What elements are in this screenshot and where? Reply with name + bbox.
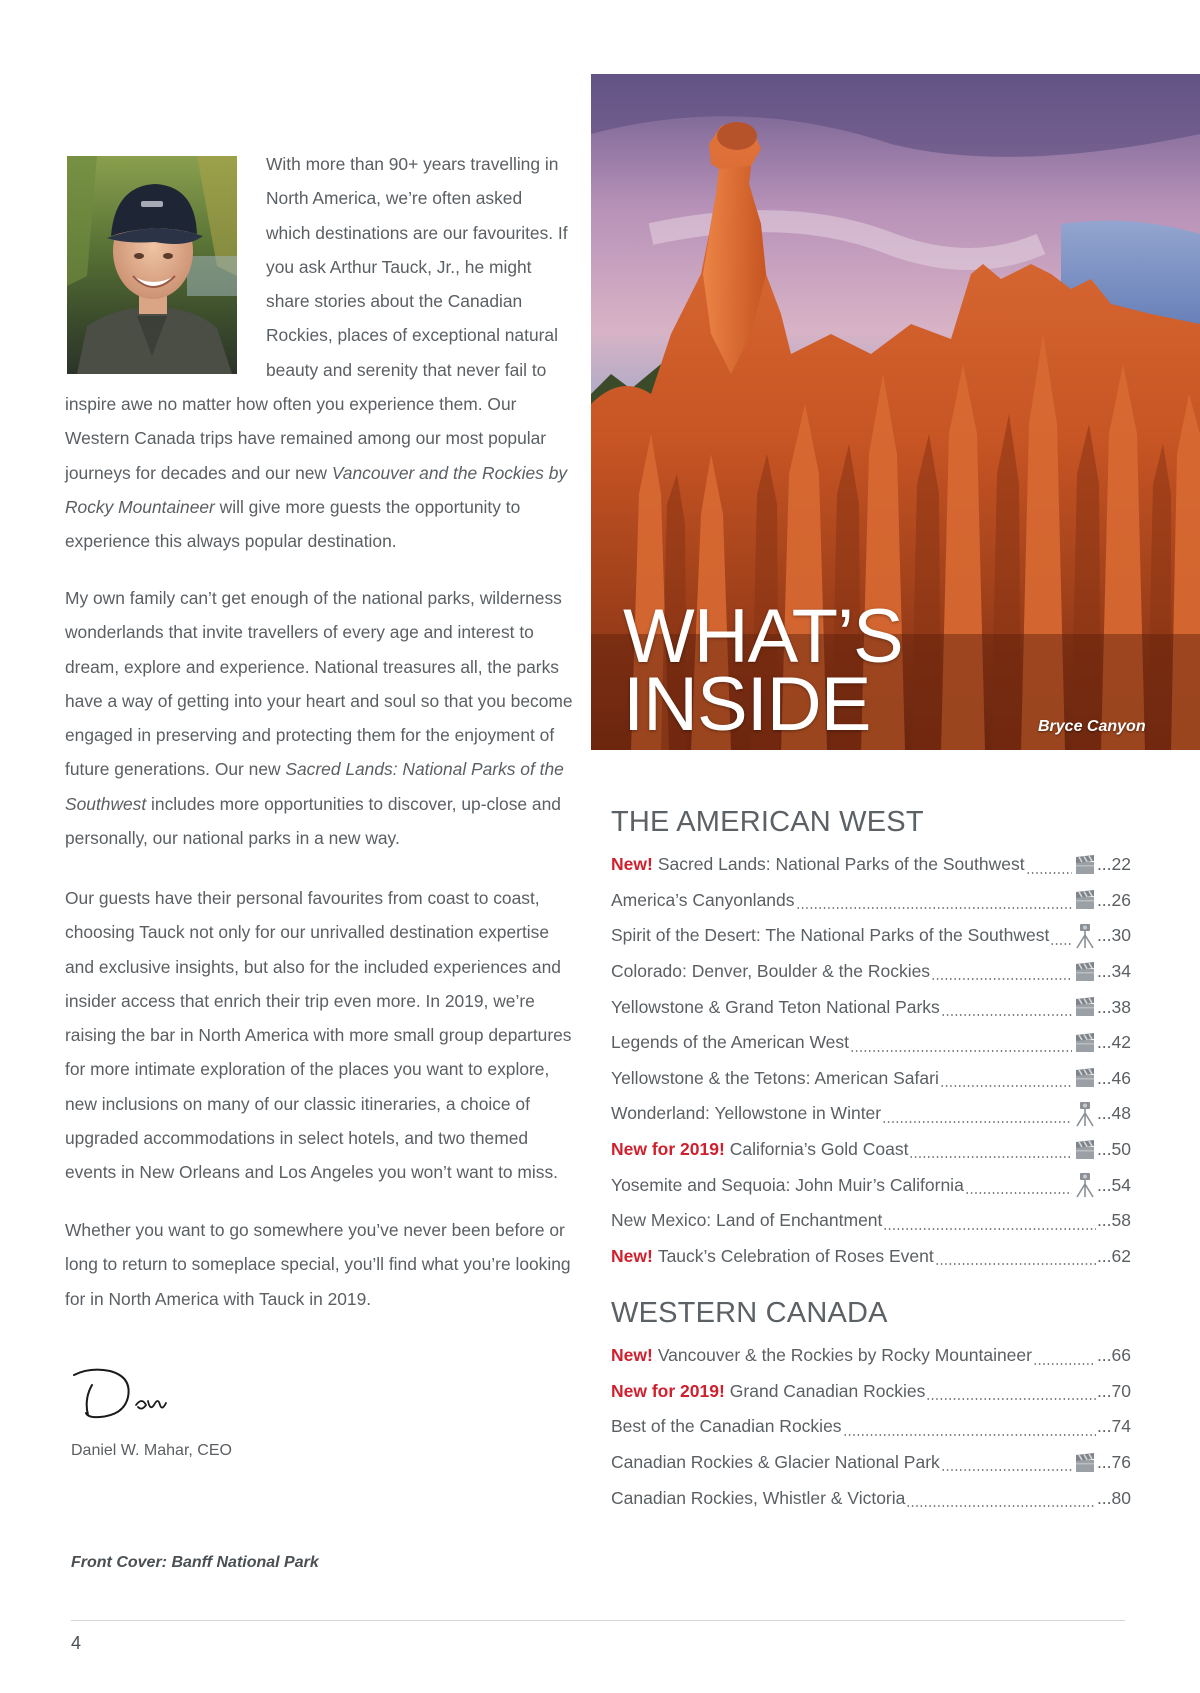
page-ref: ... 38 [1097,997,1131,1018]
trip-title: Sacred Lands: National Parks of the Southwest [657,854,1025,875]
camera-tripod-icon [1073,1172,1097,1198]
toc-entry[interactable] [611,1132,1131,1168]
page-ref: ... 26 [1097,890,1131,911]
dot-leader [909,1156,1071,1158]
toc-entry[interactable] [611,883,1131,919]
dot-leader [1050,943,1072,945]
toc-entry[interactable] [611,1374,1131,1410]
film-clapper-icon [1073,887,1097,913]
front-cover-credit: Front Cover: Banff National Park [71,1554,319,1571]
page-ref: ... 62 [1097,1246,1131,1267]
page-ref: ... 66 [1097,1345,1131,1366]
dot-leader [882,1121,1072,1123]
toc-entry[interactable] [611,1096,1131,1132]
signer-name: Daniel W. Mahar, CEO [71,1442,232,1459]
page-ref: ... 54 [1097,1175,1131,1196]
page-ref: ... 48 [1097,1103,1131,1124]
western-canada-toc [611,1338,1131,1516]
dot-leader [843,1434,1096,1436]
toc-entry[interactable] [611,954,1131,990]
toc-entry[interactable] [611,918,1131,954]
film-clapper-icon [1073,1030,1097,1056]
page-ref: ... 22 [1097,854,1131,875]
toc-entry[interactable] [611,1025,1131,1061]
page-ref: ... 70 [1097,1381,1131,1402]
toc-entry[interactable] [611,1203,1131,1239]
toc-entry[interactable] [611,847,1131,883]
toc-entry[interactable] [611,989,1131,1025]
new-badge: New for 2019! [611,1139,725,1160]
toc-entry[interactable] [611,1445,1131,1481]
camera-tripod-icon [1073,1101,1097,1127]
page-ref: ... 30 [1097,925,1131,946]
portrait-spacer [65,147,266,365]
dot-leader [906,1505,1096,1507]
rocky-mountaineer-trip-name: Vancouver and the Rockies by Rocky Mountaineer [65,462,568,517]
trip-title: America’s Canyonlands [611,889,795,910]
trip-title: Yellowstone & the Tetons: American Safari [611,1067,939,1088]
film-clapper-icon [1073,1450,1097,1476]
dot-leader [926,1398,1096,1400]
film-clapper-icon [1073,959,1097,985]
film-clapper-icon [1073,1137,1097,1163]
american-west-toc [611,847,1131,1274]
dot-leader [1026,872,1072,874]
trip-title: California’s Gold Coast [729,1139,909,1160]
whats-inside-title [623,594,903,747]
dot-leader [796,907,1072,909]
page-number: 4 [71,1633,82,1653]
trip-title: Wonderland: Yellowstone in Winter [611,1103,882,1124]
title-line-2: INSIDE [623,662,871,747]
dot-leader [940,1085,1072,1087]
page-ref: ... 46 [1097,1068,1131,1089]
trip-title: New Mexico: Land of Enchantment [611,1210,883,1231]
dot-leader [883,1228,1096,1230]
dot-leader [941,1469,1072,1471]
trip-title: Best of the Canadian Rockies [611,1416,842,1437]
page-ref: ... 50 [1097,1139,1131,1160]
title-line-1: WHAT’S [623,594,903,679]
toc-entry[interactable] [611,1167,1131,1203]
new-badge: New for 2019! [611,1380,725,1401]
closing-paragraph: Whether you want to go somewhere you’ve never been before or long to return to someplace special, you’ll find what you’re looking for in North America with Tauck in 2019. [65,1220,571,1309]
page-ref: ... 58 [1097,1210,1131,1231]
dot-leader [1033,1363,1096,1365]
toc-entry[interactable] [611,1409,1131,1445]
toc-entry[interactable] [611,1338,1131,1374]
new-badge: New! [611,854,653,875]
trip-title: Canadian Rockies & Glacier National Park [611,1452,940,1473]
film-clapper-icon [1073,1065,1097,1091]
film-clapper-icon [1073,852,1097,878]
dot-leader [931,978,1072,980]
toc-entry[interactable] [611,1239,1131,1275]
trip-title: Grand Canadian Rockies [729,1380,926,1401]
ceo-signature [70,1365,180,1425]
new-badge: New! [611,1245,653,1266]
photo-caption: Bryce Canyon [1038,718,1146,735]
page-ref: ... 74 [1097,1416,1131,1437]
trip-title: Spirit of the Desert: The National Parks of the Southwest [611,925,1050,946]
page-ref: ... 42 [1097,1032,1131,1053]
footer-divider [71,1620,1125,1621]
trip-title: Yellowstone & Grand Teton National Parks [611,996,940,1017]
sacred-lands-trip-name: Sacred Lands: National Parks of the Southwest [65,759,564,814]
american-west-heading: THE AMERICAN WEST [611,806,924,838]
toc-entry[interactable] [611,1061,1131,1097]
film-clapper-icon [1073,994,1097,1020]
intro-paragraph: With more than 90+ years travelling in North America, we’re often asked which destinations are our favourites. If you ask Arthur Tauck, Jr., he might share stories about the Canadian Rockies, places of exceptional natural beauty and serenity that never fail to inspire awe no matter how often you experience them. Our Western Canada trips have remained among our most popular journeys for decades and our new Vancouver and the Rockies by Rocky Mountaineer will give more guests the opportunity to experience this always popular destination. [65,147,571,559]
dot-leader [850,1050,1072,1052]
trip-title: Legends of the American West [611,1032,850,1053]
trip-title: Yosemite and Sequoia: John Muir’s California [611,1174,964,1195]
dot-leader [935,1263,1096,1265]
page-ref: ... 76 [1097,1452,1131,1473]
trip-title: Colorado: Denver, Boulder & the Rockies [611,961,931,982]
page-ref: ... 80 [1097,1488,1131,1509]
dot-leader [965,1192,1072,1194]
toc-entry[interactable] [611,1480,1131,1516]
trip-title: Tauck’s Celebration of Roses Event [657,1245,934,1266]
trip-title: Canadian Rockies, Whistler & Victoria [611,1487,906,1508]
guest-favourites-paragraph: Our guests have their personal favourites from coast to coast, choosing Tauck not only for our unrivalled destination expertise and exclusive insights, but also for the included experiences and insider access that enrich their trip even more. In 2019, we’re raising the bar in North America with more small group departures for more intimate exploration of the places you want to explore, new inclusions on many of our classic itineraries, a choice of upgraded accommodations in select hotels, and two themed events in New Orleans and Los Angeles you won’t want to miss. [65,888,572,1183]
new-badge: New! [611,1345,653,1366]
trip-title: Vancouver & the Rockies by Rocky Mountaineer [657,1345,1032,1366]
national-parks-paragraph: My own family can’t get enough of the national parks, wilderness wonderlands that invite travellers of every age and interest to dream, explore and experience. National treasures all, the parks have a way of getting into your heart and soul so that you become engaged in preserving and protecting them for the enjoyment of future generations. Our new Sacred Lands: National Parks of the Southwest includes more opportunities to discover, up-close and personally, our national parks in a new way. [65,588,573,849]
dot-leader [941,1014,1072,1016]
page-ref: ... 34 [1097,961,1131,982]
camera-tripod-icon [1073,923,1097,949]
western-canada-heading: WESTERN CANADA [611,1297,888,1329]
